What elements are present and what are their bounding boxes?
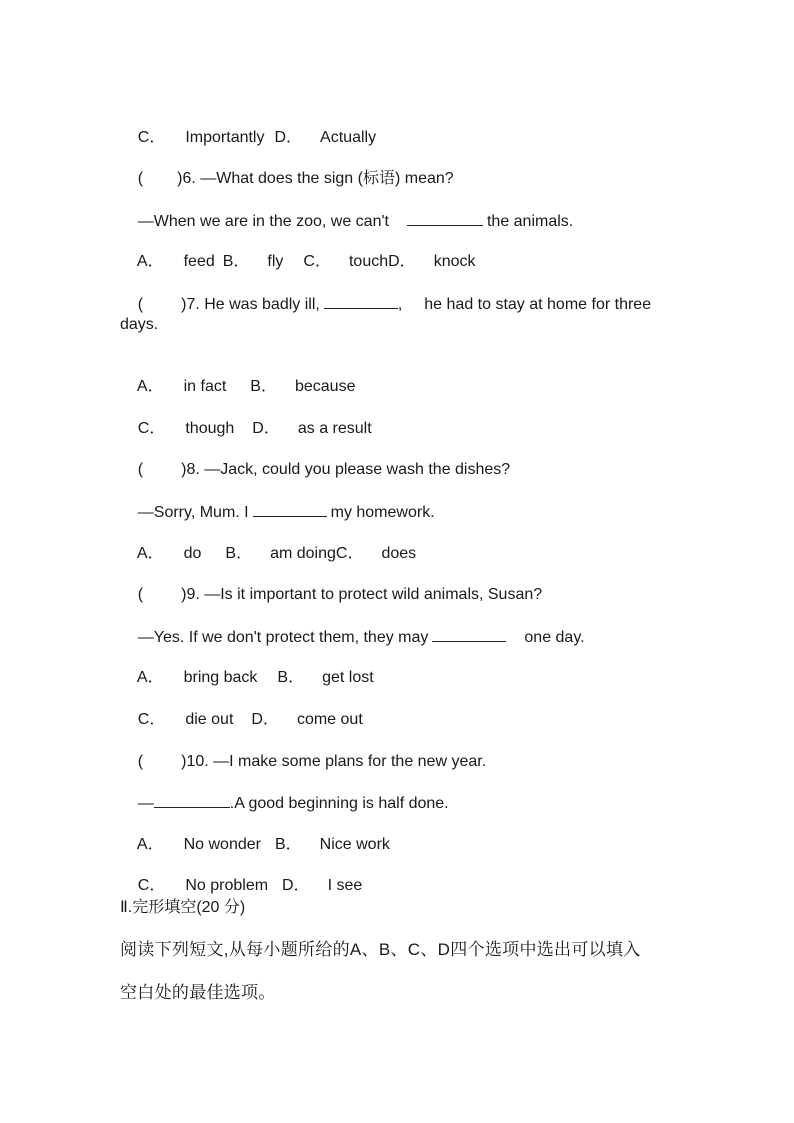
fill-blank[interactable] xyxy=(407,211,483,226)
q6-line2: —When we are in the zoo, we can't the animals. xyxy=(137,213,574,230)
q7-prompt-cont: days. xyxy=(120,316,159,333)
option-letter: D． xyxy=(274,129,303,146)
q10-options-ab: A． No wonder B． Nice work xyxy=(136,836,390,853)
fill-blank[interactable] xyxy=(154,793,230,808)
q9-line2: —Yes. If we don't protect them, they may one day. xyxy=(137,629,585,646)
q10-line2: — .A good beginning is half done. xyxy=(137,795,449,812)
fill-blank[interactable] xyxy=(253,502,327,517)
q8-options: A． do B． am doingC． does xyxy=(136,545,417,562)
q10-prompt: ( )10. —I make some plans for the new year. xyxy=(137,753,487,770)
section-instruction: 阅读下列短文,从每小题所给的A、B、C、D四个选项中选出可以填入 xyxy=(120,940,641,959)
q9-prompt: ( )9. —Is it important to protect wild animals, Susan? xyxy=(137,586,543,603)
option-text: Importantly xyxy=(185,129,265,146)
section-instruction-cont: 空白处的最佳选项。 xyxy=(120,983,276,1002)
q9-options-cd: C． die out D． come out xyxy=(137,711,363,728)
q6-prompt: ( )6. —What does the sign (标语) mean? xyxy=(137,170,454,187)
q8-prompt: ( )8. —Jack, could you please wash the dishes? xyxy=(137,461,511,478)
fill-blank[interactable] xyxy=(432,627,506,642)
q8-line2: —Sorry, Mum. I my homework. xyxy=(137,504,435,521)
q7-options-cd: C． though D． as a result xyxy=(137,420,372,437)
section-heading: Ⅱ.完形填空(20 分) xyxy=(120,899,246,916)
q7-options-ab: A． in fact B． because xyxy=(136,378,356,395)
q10-options-cd: C． No problem D． I see xyxy=(137,877,363,894)
fill-blank[interactable] xyxy=(324,294,398,309)
q7-prompt: ( )7. He was badly ill, , he had to stay at home for three xyxy=(137,296,652,313)
q9-options-ab: A． bring back B． get lost xyxy=(136,669,374,686)
q6-options: A． feed B． fly C． touchD． knock xyxy=(136,253,476,270)
option-text: Actually xyxy=(320,129,377,146)
option-letter: C． xyxy=(137,129,166,146)
